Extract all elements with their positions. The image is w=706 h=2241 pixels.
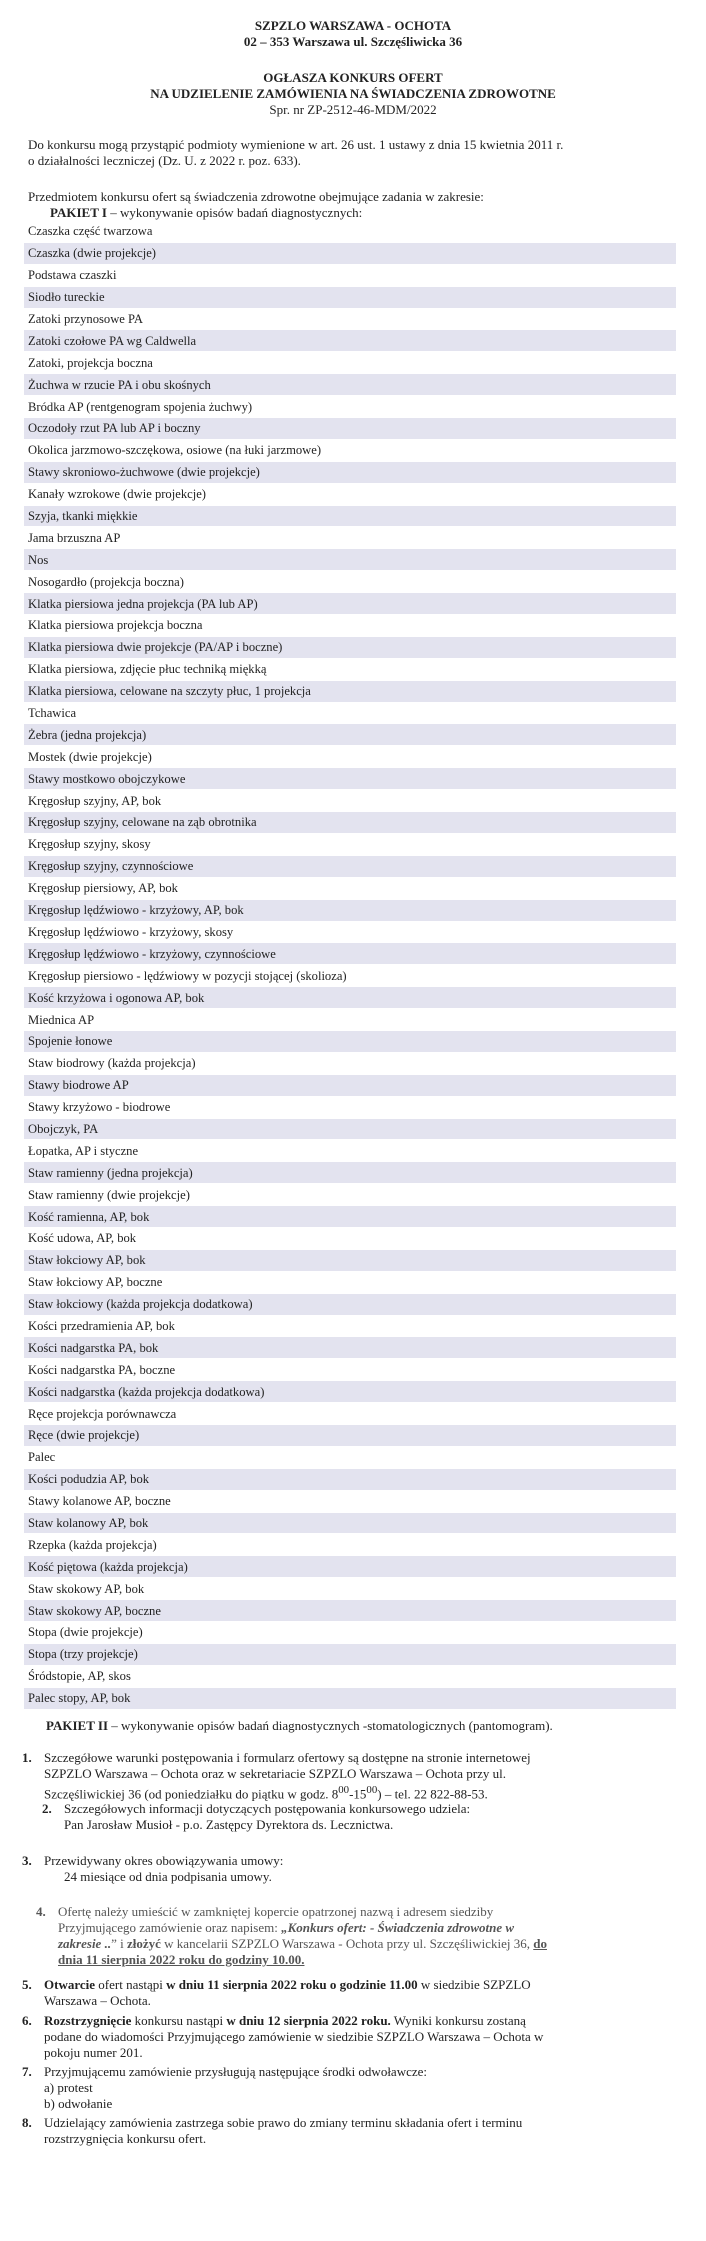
section-1-line1: Szczegółowe warunki postępowania i formularz ofertowy są dostępne na stronie internetowej bbox=[44, 1750, 531, 1765]
section-4-line2-b: „Konkurs ofert: - Świadczenia zdrowotne w bbox=[281, 1920, 515, 1935]
exam-item: Zatoki, projekcja boczna bbox=[24, 352, 676, 374]
exam-row bbox=[24, 1184, 676, 1206]
exam-item: Kręgosłup szyjny, czynnościowe bbox=[24, 855, 676, 877]
exam-item: Siodło tureckie bbox=[24, 286, 676, 308]
exam-item: Podstawa czaszki bbox=[24, 264, 676, 286]
exam-row bbox=[24, 1096, 676, 1118]
section-4-number: 4. bbox=[36, 1904, 46, 1919]
exam-item: Tchawica bbox=[24, 702, 676, 724]
section-1-line3-b: -15 bbox=[349, 1786, 367, 1802]
exam-row bbox=[24, 1030, 676, 1052]
exam-row bbox=[24, 1490, 676, 1512]
exam-row bbox=[24, 1009, 676, 1031]
intro-line2: o działalności leczniczej (Dz. U. z 2022 r. poz. 633). bbox=[28, 153, 301, 168]
exam-item: Kości nadgarstka (każda projekcja dodatkowa) bbox=[24, 1381, 676, 1403]
section-5-text1: ofert nastąpi bbox=[95, 1977, 167, 1992]
exam-row bbox=[24, 1052, 676, 1074]
section-4-line3-a: zakresie .. bbox=[58, 1936, 112, 1951]
exam-row bbox=[24, 418, 676, 440]
section-6-line2: podane do wiadomości Przyjmującego zamówienie w siedzibie SZPZLO Warszawa – Ochota w bbox=[44, 2029, 544, 2044]
exam-row bbox=[24, 724, 676, 746]
exam-row bbox=[24, 1446, 676, 1468]
section-8-line1: Udzielający zamówienia zastrzega sobie prawo do zmiany terminu składania ofert i terminu bbox=[44, 2115, 523, 2130]
exam-row bbox=[24, 1118, 676, 1140]
section-4-line1: Ofertę należy umieścić w zamkniętej kopercie opatrzonej nazwą i adresem siedziby bbox=[58, 1904, 494, 1919]
exam-item: Staw skokowy AP, bok bbox=[24, 1578, 676, 1600]
exam-row bbox=[24, 680, 676, 702]
section-1-sup2: 00 bbox=[366, 1784, 378, 1796]
exam-item: Kręgosłup lędźwiowo - krzyżowy, czynnościowe bbox=[24, 943, 676, 965]
exam-row bbox=[24, 330, 676, 352]
section-6-number: 6. bbox=[22, 2013, 32, 2028]
exam-row bbox=[24, 1162, 676, 1184]
exam-item: Kręgosłup szyjny, skosy bbox=[24, 833, 676, 855]
announcement-block bbox=[0, 70, 706, 118]
exam-item: Kręgosłup piersiowo - lędźwiowy w pozycji stojącej (skolioza) bbox=[24, 965, 676, 987]
exam-row bbox=[24, 242, 676, 264]
exam-item: Kości nadgarstka PA, boczne bbox=[24, 1359, 676, 1381]
exam-row bbox=[24, 439, 676, 461]
exam-row bbox=[24, 1512, 676, 1534]
exam-item: Kręgosłup lędźwiowo - krzyżowy, AP, bok bbox=[24, 899, 676, 921]
header-block bbox=[0, 18, 706, 50]
exam-item: Spojenie łonowe bbox=[24, 1030, 676, 1052]
exam-row bbox=[24, 1403, 676, 1425]
exam-row bbox=[24, 855, 676, 877]
exam-item: Palec stopy, AP, bok bbox=[24, 1687, 676, 1709]
exam-item: Czaszka (dwie projekcje) bbox=[24, 242, 676, 264]
exam-row bbox=[24, 593, 676, 615]
exam-item: Zatoki czołowe PA wg Caldwella bbox=[24, 330, 676, 352]
exam-item: Staw łokciowy AP, bok bbox=[24, 1249, 676, 1271]
exam-item: Kręgosłup piersiowy, AP, bok bbox=[24, 877, 676, 899]
section-5-line2: Warszawa – Ochota. bbox=[44, 1993, 151, 2008]
exam-row bbox=[24, 746, 676, 768]
exam-row bbox=[24, 1665, 676, 1687]
exam-row bbox=[24, 1622, 676, 1644]
reference-number: Spr. nr ZP-2512-46-MDM/2022 bbox=[269, 102, 437, 117]
section-4-line3-c: złożyć bbox=[126, 1936, 161, 1951]
exam-item: Śródstopie, AP, skos bbox=[24, 1665, 676, 1687]
exam-item: Ręce (dwie projekcje) bbox=[24, 1424, 676, 1446]
exam-item: Okolica jarzmowo-szczękowa, osiowe (na łuki jarzmowe) bbox=[24, 439, 676, 461]
exam-row bbox=[24, 1271, 676, 1293]
exam-item: Staw łokciowy (każda projekcja dodatkowa) bbox=[24, 1293, 676, 1315]
exam-item: Stopa (dwie projekcje) bbox=[24, 1622, 676, 1644]
exam-row bbox=[24, 1534, 676, 1556]
exam-row bbox=[24, 352, 676, 374]
exam-item: Miednica AP bbox=[24, 1009, 676, 1031]
exam-row bbox=[24, 505, 676, 527]
exam-item: Nos bbox=[24, 549, 676, 571]
exam-item: Ręce projekcja porównawcza bbox=[24, 1403, 676, 1425]
section-1-line3-a: Szczęśliwickiej 36 (od poniedziałku do piątku w godz. 8 bbox=[44, 1786, 339, 1802]
exam-row bbox=[24, 1206, 676, 1228]
exam-item: Kręgosłup szyjny, AP, bok bbox=[24, 790, 676, 812]
exam-item: Rzepka (każda projekcja) bbox=[24, 1534, 676, 1556]
subject-line: Przedmiotem konkursu ofert są świadczenia zdrowotne obejmujące zadania w zakresie: bbox=[28, 189, 484, 204]
section-8 bbox=[22, 2115, 692, 2147]
exam-item: Kręgosłup lędźwiowo - krzyżowy, skosy bbox=[24, 921, 676, 943]
exam-item: Oczodoły rzut PA lub AP i boczny bbox=[24, 418, 676, 440]
exam-row bbox=[24, 286, 676, 308]
intro-eligibility bbox=[28, 137, 563, 169]
exam-item: Staw ramienny (dwie projekcje) bbox=[24, 1184, 676, 1206]
exam-item: Kość udowa, AP, bok bbox=[24, 1227, 676, 1249]
exam-item: Klatka piersiowa, zdjęcie płuc techniką miękką bbox=[24, 658, 676, 680]
exam-item: Kanały wzrokowe (dwie projekcje) bbox=[24, 483, 676, 505]
exam-row bbox=[24, 1578, 676, 1600]
exam-item: Klatka piersiowa dwie projekcje (PA/AP i boczne) bbox=[24, 636, 676, 658]
exam-row bbox=[24, 1468, 676, 1490]
section-7-line1: Przyjmującemu zamówienie przysługują następujące środki odwoławcze: bbox=[44, 2064, 428, 2079]
exam-item: Kość krzyżowa i ogonowa AP, bok bbox=[24, 987, 676, 1009]
section-3-line2: 24 miesiące od dnia podpisania umowy. bbox=[64, 1869, 272, 1884]
exam-item: Stawy biodrowe AP bbox=[24, 1074, 676, 1096]
exam-row bbox=[24, 658, 676, 680]
exam-row bbox=[24, 571, 676, 593]
section-5-bold2: w dniu 11 sierpnia 2022 roku o godzinie 11.00 bbox=[166, 1977, 418, 1992]
section-4-line3-e: do bbox=[533, 1936, 547, 1951]
section-3-number: 3. bbox=[22, 1853, 32, 1868]
exam-row bbox=[24, 308, 676, 330]
section-1-number: 1. bbox=[22, 1750, 32, 1765]
exam-row bbox=[24, 221, 676, 242]
section-5-bold1: Otwarcie bbox=[44, 1977, 96, 1992]
intro-subject bbox=[28, 189, 484, 221]
section-7-number: 7. bbox=[22, 2064, 32, 2079]
intro-line1: Do konkursu mogą przystąpić podmioty wymienione w art. 26 ust. 1 ustawy z dnia 15 kwietnia 2011 r. bbox=[28, 137, 564, 152]
exam-row bbox=[24, 1227, 676, 1249]
section-1-line3 bbox=[22, 1782, 682, 1802]
exam-item: Kość ramienna, AP, bok bbox=[24, 1206, 676, 1228]
section-1-line2: SZPZLO Warszawa – Ochota oraz w sekretariacie SZPZLO Warszawa – Ochota przy ul. bbox=[44, 1766, 507, 1781]
exam-row bbox=[24, 921, 676, 943]
org-address: 02 – 353 Warszawa ul. Szczęśliwicka 36 bbox=[243, 34, 463, 49]
exam-row bbox=[24, 790, 676, 812]
exam-row bbox=[24, 877, 676, 899]
exam-row bbox=[24, 987, 676, 1009]
exam-list-body bbox=[24, 221, 676, 1709]
exam-item: Łopatka, AP i styczne bbox=[24, 1140, 676, 1162]
section-2 bbox=[42, 1801, 470, 1833]
exam-item: Żebra (jedna projekcja) bbox=[24, 724, 676, 746]
exam-item: Klatka piersiowa, celowane na szczyty płuc, 1 projekcja bbox=[24, 680, 676, 702]
exam-item: Staw kolanowy AP, bok bbox=[24, 1512, 676, 1534]
section-3-line1: Przewidywany okres obowiązywania umowy: bbox=[44, 1853, 284, 1868]
exam-item: Staw biodrowy (każda projekcja) bbox=[24, 1052, 676, 1074]
section-2-line1: Szczegółowych informacji dotyczących postępowania konkursowego udziela: bbox=[64, 1801, 471, 1816]
announcement-line2: NA UDZIELENIE ZAMÓWIENIA NA ŚWIADCZENIA ZDROWOTNE bbox=[150, 86, 556, 101]
exam-row bbox=[24, 1687, 676, 1709]
package1-text: – wykonywanie opisów badań diagnostycznych: bbox=[106, 205, 363, 220]
section-6-bold2: w dniu 12 sierpnia 2022 roku. bbox=[226, 2013, 391, 2028]
section-6-line3: pokoju numer 201. bbox=[44, 2045, 143, 2060]
exam-item: Czaszka część twarzowa bbox=[24, 221, 676, 242]
exam-row bbox=[24, 899, 676, 921]
exam-row bbox=[24, 1140, 676, 1162]
exam-item: Kręgosłup szyjny, celowane na ząb obrotnika bbox=[24, 812, 676, 834]
exam-item: Kość piętowa (każda projekcja) bbox=[24, 1556, 676, 1578]
exam-row bbox=[24, 1315, 676, 1337]
exam-item: Staw łokciowy AP, boczne bbox=[24, 1271, 676, 1293]
exam-row bbox=[24, 396, 676, 418]
section-4 bbox=[36, 1904, 676, 1968]
package2-label: PAKIET II bbox=[46, 1718, 109, 1733]
section-5 bbox=[22, 1977, 682, 2009]
exam-item: Staw skokowy AP, boczne bbox=[24, 1600, 676, 1622]
exam-item: Klatka piersiowa jedna projekcja (PA lub AP) bbox=[24, 593, 676, 615]
exam-row bbox=[24, 1359, 676, 1381]
section-5-number: 5. bbox=[22, 1977, 32, 1992]
section-6-text1: konkursu nastąpi bbox=[131, 2013, 227, 2028]
exam-item: Stawy mostkowo obojczykowe bbox=[24, 768, 676, 790]
exam-row bbox=[24, 1381, 676, 1403]
section-4-line2-a: Przyjmującego zamówienie oraz napisem: bbox=[58, 1920, 282, 1935]
exam-row bbox=[24, 615, 676, 637]
exam-row bbox=[24, 812, 676, 834]
exam-row bbox=[24, 636, 676, 658]
exam-item: Staw ramienny (jedna projekcja) bbox=[24, 1162, 676, 1184]
section-1-sup1: 00 bbox=[338, 1784, 350, 1796]
exam-row bbox=[24, 965, 676, 987]
section-4-line4: dnia 11 sierpnia 2022 roku do godziny 10.00. bbox=[58, 1952, 305, 1967]
package2-heading bbox=[46, 1718, 553, 1734]
section-7-option-a: a) protest bbox=[44, 2080, 93, 2095]
exam-item: Mostek (dwie projekcje) bbox=[24, 746, 676, 768]
exam-item: Stawy kolanowe AP, boczne bbox=[24, 1490, 676, 1512]
exam-row bbox=[24, 1556, 676, 1578]
exam-row bbox=[24, 768, 676, 790]
exam-item: Jama brzuszna AP bbox=[24, 527, 676, 549]
announcement-line1: OGŁASZA KONKURS OFERT bbox=[263, 70, 443, 85]
section-7-option-b: b) odwołanie bbox=[44, 2096, 113, 2111]
exam-row bbox=[24, 483, 676, 505]
exam-row bbox=[24, 527, 676, 549]
section-1 bbox=[22, 1750, 682, 1802]
exam-row bbox=[24, 943, 676, 965]
exam-row bbox=[24, 1249, 676, 1271]
section-6-bold1: Rozstrzygnięcie bbox=[44, 2013, 132, 2028]
section-8-number: 8. bbox=[22, 2115, 32, 2130]
exam-row bbox=[24, 702, 676, 724]
section-3 bbox=[22, 1853, 283, 1885]
exam-row bbox=[24, 264, 676, 286]
exam-item: Obojczyk, PA bbox=[24, 1118, 676, 1140]
org-name: SZPZLO WARSZAWA - OCHOTA bbox=[254, 18, 452, 33]
exam-item: Kości przedramienia AP, bok bbox=[24, 1315, 676, 1337]
exam-row bbox=[24, 1337, 676, 1359]
exam-item: Stopa (trzy projekcje) bbox=[24, 1643, 676, 1665]
exam-item: Stawy krzyżowo - biodrowe bbox=[24, 1096, 676, 1118]
exam-row bbox=[24, 1293, 676, 1315]
package1-label: PAKIET I bbox=[50, 205, 107, 220]
exam-item: Zatoki przynosowe PA bbox=[24, 308, 676, 330]
exam-row bbox=[24, 1600, 676, 1622]
exam-item: Kości podudzia AP, bok bbox=[24, 1468, 676, 1490]
exam-list-table bbox=[24, 221, 676, 1710]
exam-row bbox=[24, 549, 676, 571]
section-7 bbox=[22, 2064, 427, 2112]
section-8-line2: rozstrzygnięcia konkursu ofert. bbox=[44, 2131, 207, 2146]
exam-row bbox=[24, 461, 676, 483]
section-2-line2: Pan Jarosław Musioł - p.o. Zastępcy Dyrektora ds. Lecznictwa. bbox=[64, 1817, 394, 1832]
section-6 bbox=[22, 2013, 692, 2061]
exam-item: Kości nadgarstka PA, bok bbox=[24, 1337, 676, 1359]
exam-row bbox=[24, 374, 676, 396]
exam-item: Żuchwa w rzucie PA i obu skośnych bbox=[24, 374, 676, 396]
package1-heading bbox=[28, 205, 484, 221]
section-2-number: 2. bbox=[42, 1801, 52, 1816]
exam-row bbox=[24, 1074, 676, 1096]
exam-item: Nosogardło (projekcja boczna) bbox=[24, 571, 676, 593]
exam-row bbox=[24, 1424, 676, 1446]
exam-item: Bródka AP (rentgenogram spojenia żuchwy) bbox=[24, 396, 676, 418]
exam-row bbox=[24, 833, 676, 855]
package2-text: – wykonywanie opisów badań diagnostycznych -stomatologicznych (pantomogram). bbox=[108, 1718, 553, 1733]
section-6-text2: Wyniki konkursu zostaną bbox=[390, 2013, 526, 2028]
section-4-line3-d: w kancelarii SZPZLO Warszawa - Ochota przy ul. Szczęśliwickiej 36, bbox=[160, 1936, 534, 1951]
section-5-text2: w siedzibie SZPZLO bbox=[417, 1977, 531, 1992]
section-1-line3-c: ) – tel. 22 822-88-53. bbox=[377, 1786, 488, 1802]
exam-item: Klatka piersiowa projekcja boczna bbox=[24, 615, 676, 637]
section-4-line3-b: ” i bbox=[111, 1936, 127, 1951]
exam-row bbox=[24, 1643, 676, 1665]
exam-item: Stawy skroniowo-żuchwowe (dwie projekcje) bbox=[24, 461, 676, 483]
exam-item: Szyja, tkanki miękkie bbox=[24, 505, 676, 527]
exam-item: Palec bbox=[24, 1446, 676, 1468]
